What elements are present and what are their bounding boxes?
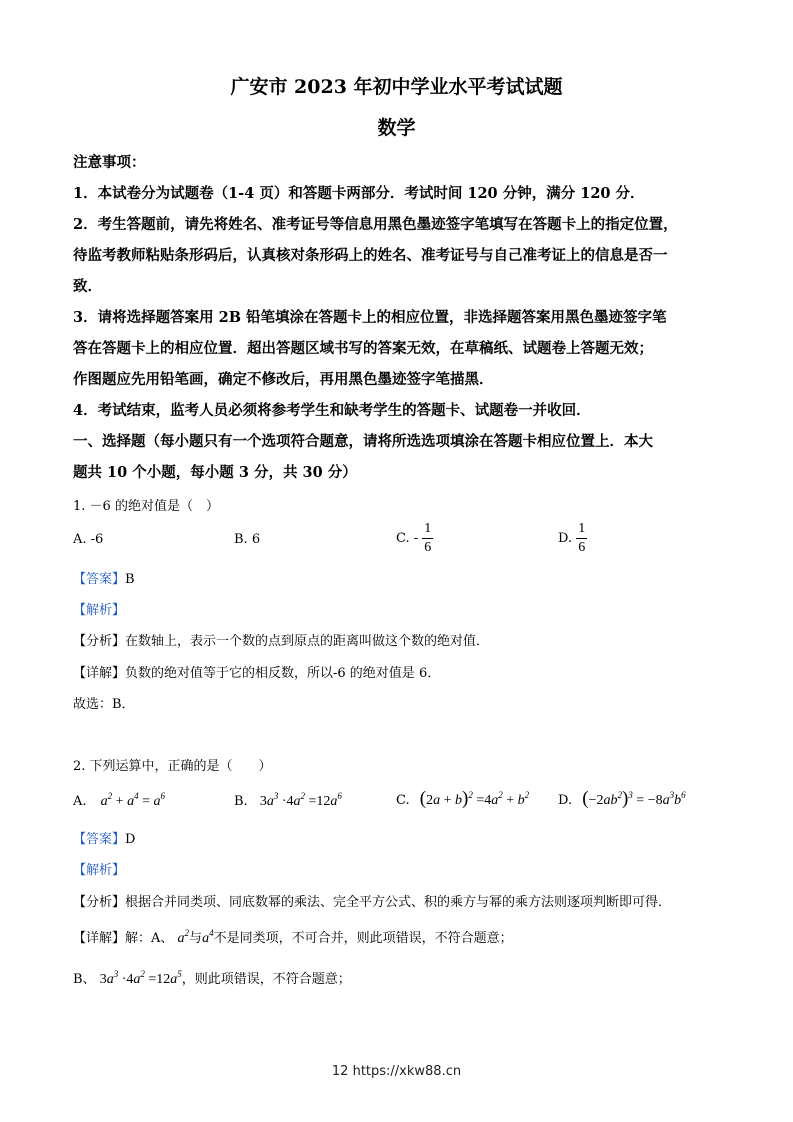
q2-option-b-formula: $3a^3 \cdot 4a^2 =12a^6$ [259,791,342,809]
fraction-denominator: 6 [424,540,432,555]
q2-option-d-formula: $(-2ab^2)^3 = -8a^3b^6$ [582,788,686,809]
q2-option-a [73,791,165,810]
q1-stem: 1. －6 的绝对值是（ ） [73,499,219,514]
q2-option-b [234,791,342,810]
q2-option-b-label: B. [234,794,248,809]
q1-xiangjie [73,662,440,681]
q1-option-c [396,520,433,557]
q1-option-d [558,520,587,557]
q2-xiangjie [73,927,513,947]
q2-fenxi [73,891,671,910]
fraction-numerator: 1 [422,520,433,539]
answer-tag: 【答案】 [73,572,126,587]
page-footer: 12 https://xkw88.cn [331,1064,462,1079]
q2-option-d-label: D. [558,793,573,808]
fenxi-tag: 【分析】 [73,634,126,649]
note-2-line-1: 2．考生答题前，请先将姓名、准考证号等信息用黑色墨迹签字笔填写在答题卡上的指定位置， [73,216,678,233]
subject-title: 数学 [377,117,416,139]
detail-b-formula: $3a^3 \cdot 4a^2 =12a^5$ [99,969,182,987]
q2-option-d [558,788,686,810]
fenxi-text: 在数轴上，表示一个数的点到原点的距离叫做这个数的绝对值． [125,634,490,649]
q1-option-d-label: D. [558,531,573,546]
q2-answer [73,828,135,847]
xiangjie-and: 与 [189,931,203,946]
xiangjie-pre: 解：A、 [125,931,174,946]
detail-b-prefix: B、 [73,972,96,987]
q1-answer [73,568,135,587]
section-heading-line-1: 一、选择题（每小题只有一个选项符合题意，请将所选选项填涂在答题卡相应位置上．本大 [73,433,653,450]
q1-option-d-fraction [576,520,587,557]
answer-tag: 【答案】 [73,832,126,847]
fraction-denominator: 6 [578,540,586,555]
q1-option-c-label: C. - [396,531,419,546]
note-4: 4．考试结束，监考人员必须将参考学生和缺考学生的答题卡、试题卷一并收回． [73,402,591,419]
note-3-line-1: 3．请将选择题答案用 2B 铅笔填涂在答题卡上的相应位置，非选择题答案用黑色墨迹签字笔 [73,309,667,326]
xiangjie-tag: 【详解】 [73,666,126,681]
note-2-line-2: 待监考教师粘贴条形码后，认真核对条形码上的姓名、准考证号与自己准考证上的信息是否一 [73,247,668,264]
term-a4: $a^4$ [202,928,214,946]
page-title: 广安市 2023 年初中学业水平考试试题 [230,76,563,98]
q1-option-a: A. -6 [73,532,104,547]
fenxi-tag: 【分析】 [73,895,126,910]
q1-option-b: B. 6 [234,532,261,547]
q1-choice: 故选：B． [73,697,135,712]
q2-stem: 2. 下列运算中，正确的是（ ） [73,759,272,774]
section-heading-line-2: 题共 10 个小题，每小题 3 分，共 30 分） [73,464,357,481]
answer-value: D [125,832,136,847]
notes-heading: 注意事项： [73,154,146,171]
fenxi-text: 根据合并同类项、同底数幂的乘法、完全平方公式、积的乘方与幂的乘方法则逐项判断即可得． [125,895,672,910]
q2-option-a-label: A. [73,794,87,809]
xiangjie-post: 不是同类项，不可合并，则此项错误，不符合题意； [213,931,513,946]
xiangjie-tag: 【详解】 [73,931,126,946]
q2-option-c-label: C. [396,793,410,808]
q1-option-c-fraction [422,520,433,557]
note-3-line-2: 答在答题卡上的相应位置．超出答题区域书写的答案无效，在草稿纸、试题卷上答题无效； [73,340,653,357]
q2-option-c-formula: $(2a + b)^2 =4a^2 + b^2$ [419,788,530,809]
xiangjie-text: 负数的绝对值等于它的相反数，所以-6 的绝对值是 6． [125,666,441,681]
fraction-numerator: 1 [576,520,587,539]
q1-fenxi [73,630,489,649]
note-2-line-3: 致． [73,278,102,295]
q2-option-a-formula: $a^2 + a^4 = a^6$ [100,791,165,809]
detail-b-suffix: ，则此项错误，不符合题意； [181,972,351,987]
answer-value: B [125,572,135,587]
term-a2: $a^2$ [177,928,190,946]
q2-detail-b [73,968,351,988]
q2-option-c [396,788,529,810]
note-3-line-3: 作图题应先用铅笔画，确定不修改后，再用黑色墨迹签字笔描黑． [73,371,494,388]
q2-analysis-tag: 【解析】 [73,863,126,878]
note-1: 1．本试卷分为试题卷（1-4 页）和答题卡两部分．考试时间 120 分钟，满分 120 分． [73,185,645,202]
q1-analysis-tag: 【解析】 [73,603,126,618]
